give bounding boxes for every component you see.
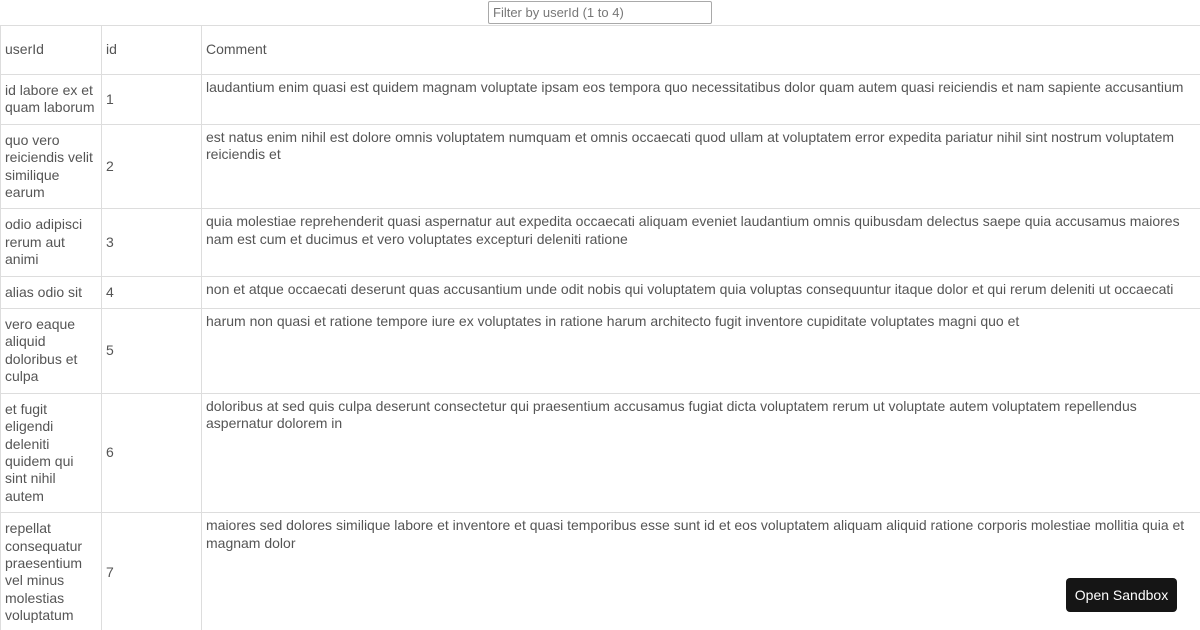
cell-userid: quo vero reiciendis velit similique earum [1,124,102,209]
cell-userid: et fugit eligendi deleniti quidem qui sint nihil autem [1,393,102,512]
table-row [1,124,1200,209]
column-header-userid: userId [1,26,102,75]
comments-table [0,25,1200,630]
cell-comment: quia molestiae reprehenderit quasi aspernatur aut expedita occaecati aliquam eveniet laudantium omnis quibusdam delectus saepe quia accusamus maiores nam est cum et ducimus et vero voluptates excepturi deleniti ratione [202,209,1200,276]
cell-comment: non et atque occaecati deserunt quas accusantium unde odit nobis qui voluptatem quia voluptas consequuntur itaque dolor et qui rerum deleniti ut occaecati [202,276,1200,308]
cell-id: 3 [102,209,202,276]
cell-id: 4 [102,276,202,308]
cell-comment: harum non quasi et ratione tempore iure ex voluptates in ratione harum architecto fugit inventore cupiditate voluptates magni quo et [202,309,1200,394]
table-row [1,513,1200,630]
filter-userid-input[interactable] [488,1,712,24]
table-header-row [1,26,1200,75]
cell-id: 7 [102,513,202,630]
cell-comment: doloribus at sed quis culpa deserunt consectetur qui praesentium accusamus fugiat dicta voluptatem rerum ut voluptate autem voluptatem repellendus aspernatur dolorem in [202,393,1200,512]
cell-id: 2 [102,124,202,209]
cell-userid: repellat consequatur praesentium vel minus molestias voluptatum [1,513,102,630]
column-header-comment: Comment [202,26,1200,75]
cell-userid: id labore ex et quam laborum [1,75,102,125]
cell-id: 5 [102,309,202,394]
cell-userid: alias odio sit [1,276,102,308]
table-row [1,209,1200,276]
cell-comment: laudantium enim quasi est quidem magnam voluptate ipsam eos tempora quo necessitatibus dolor quam autem quasi reiciendis et nam sapiente accusantium [202,75,1200,125]
table-row [1,393,1200,512]
cell-id: 6 [102,393,202,512]
cell-userid: vero eaque aliquid doloribus et culpa [1,309,102,394]
table-row [1,309,1200,394]
cell-comment: maiores sed dolores similique labore et inventore et quasi temporibus esse sunt id et eos voluptatem aliquam aliquid ratione corporis molestiae mollitia quia et magnam dolor [202,513,1200,630]
filter-bar [0,0,1200,25]
cell-id: 1 [102,75,202,125]
table-row [1,276,1200,308]
cell-comment: est natus enim nihil est dolore omnis voluptatem numquam et omnis occaecati quod ullam at voluptatem error expedita pariatur nihil sint nostrum voluptatem reiciendis et [202,124,1200,209]
cell-userid: odio adipisci rerum aut animi [1,209,102,276]
column-header-id: id [102,26,202,75]
table-row [1,75,1200,125]
open-sandbox-button[interactable]: Open Sandbox [1066,578,1177,612]
